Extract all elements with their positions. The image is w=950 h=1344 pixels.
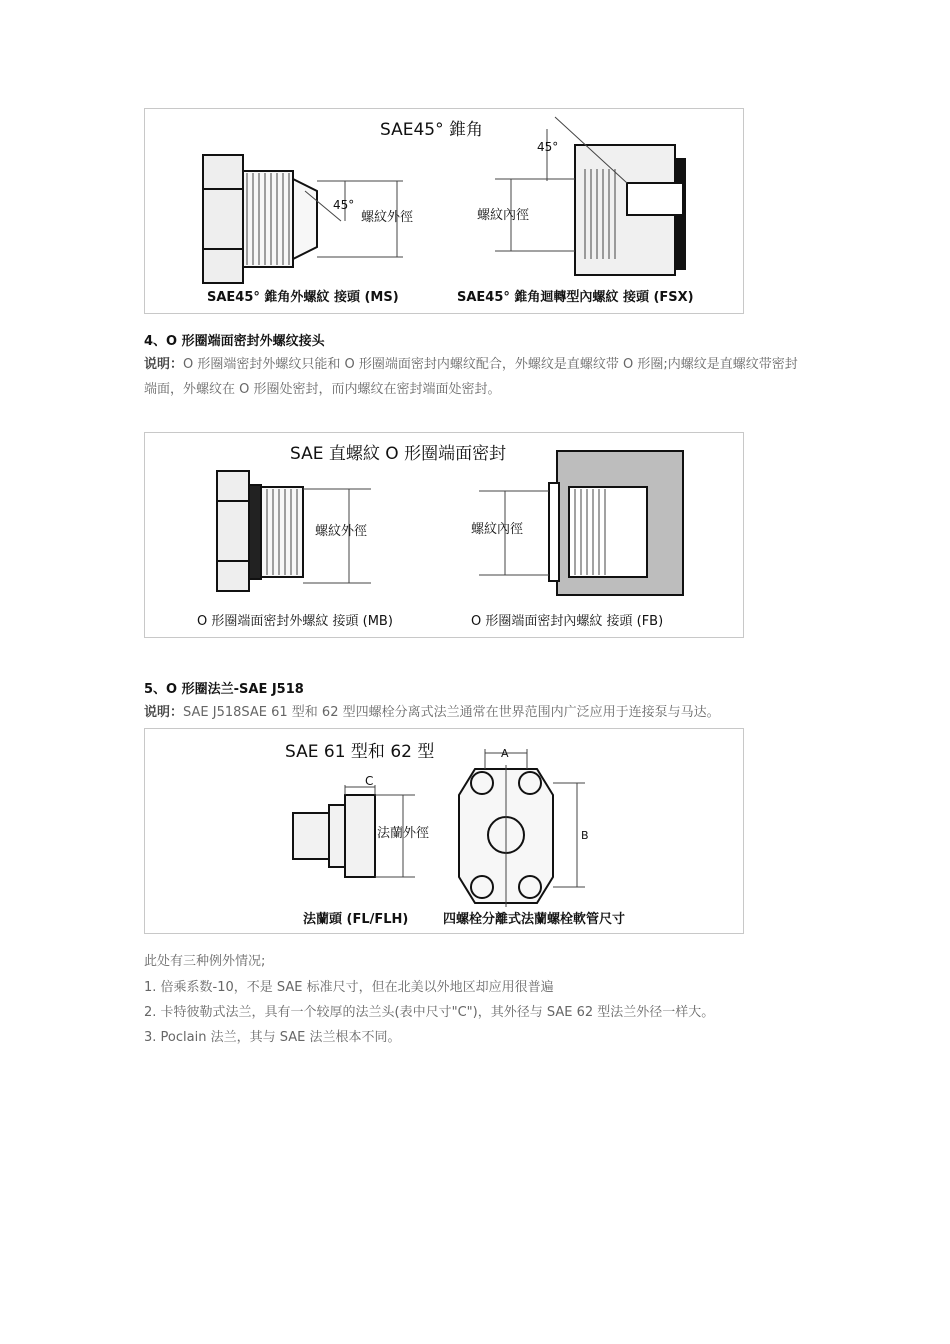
exception-item: 3. Poclain 法兰，其与 SAE 法兰根本不同。 xyxy=(144,1030,401,1045)
inner-diameter-label: 螺紋內徑 xyxy=(471,522,524,537)
figure-oring-face-seal xyxy=(144,432,744,638)
section-5-heading: 5、O 形圈法兰-SAE J518 xyxy=(144,682,304,697)
section-5-description xyxy=(144,700,806,725)
figure3-title: SAE 61 型和 62 型 xyxy=(285,742,435,762)
male-oring-fitting-drawing xyxy=(217,471,303,591)
sae45-diagram xyxy=(145,109,743,313)
exception-item: 1. 倍乘系数-10，不是 SAE 标准尺寸，但在北美以外地区却应用很普遍 xyxy=(144,980,554,995)
oring-face-seal-diagram xyxy=(145,433,743,637)
inner-diameter-label: 螺紋內徑 xyxy=(477,208,530,223)
exceptions-intro: 此处有三种例外情况; xyxy=(144,954,266,969)
caption-ms: SAE45° 錐角外螺紋 接頭 (MS) xyxy=(207,290,399,305)
dim-c-label: C xyxy=(365,774,374,788)
sae-flange-diagram xyxy=(145,729,743,933)
outer-diameter-label: 螺紋外徑 xyxy=(361,210,414,225)
section-4-heading: 4、O 形圈端面密封外螺纹接头 xyxy=(144,334,325,349)
figure1-title: SAE45° 錐角 xyxy=(380,120,484,140)
figure-sae-flange xyxy=(144,728,744,934)
caption-mb: O 形圈端面密封外螺紋 接頭 (MB) xyxy=(197,614,393,629)
caption-fl-flh: 法蘭頭 (FL/FLH) xyxy=(303,912,409,927)
flange-od-label: 法蘭外徑 xyxy=(377,826,430,841)
desc-text: SAE J518SAE 61 型和 62 型四螺栓分离式法兰通常在世界范围内广泛应用于连接泵与马达。 xyxy=(183,705,720,720)
outer-diameter-label: 螺紋外徑 xyxy=(315,524,368,539)
flange-head-drawing xyxy=(293,795,375,877)
section-4-description xyxy=(144,352,806,402)
desc-label: 说明： xyxy=(144,357,184,372)
figure2-title: SAE 直螺紋 O 形圈端面密封 xyxy=(290,444,507,464)
dim-a-label: A xyxy=(501,747,509,760)
desc-text: O 形圈端密封外螺纹只能和 O 形圈端面密封内螺纹配合，外螺纹是直螺纹带 O 形圈;内螺纹是直螺纹带密封端面，外螺纹在 O 形圈处密封，而内螺纹在密封端面处密封。 xyxy=(144,357,798,397)
caption-fb: O 形圈端面密封內螺紋 接頭 (FB) xyxy=(471,614,664,629)
caption-four-bolt: 四螺栓分離式法蘭螺栓軟管尺寸 xyxy=(443,912,626,927)
angle-label-left: 45° xyxy=(333,198,355,212)
male-45-fitting-drawing xyxy=(203,155,317,283)
angle-label-right: 45° xyxy=(537,140,559,154)
desc-label: 说明： xyxy=(144,705,184,720)
dim-b-label: B xyxy=(581,829,589,842)
female-oring-port-drawing xyxy=(549,451,683,595)
figure-sae45-flare xyxy=(144,108,744,314)
exception-item: 2. 卡特彼勒式法兰，具有一个较厚的法兰头(表中尺寸"C")，其外径与 SAE 62 型法兰外径一样大。 xyxy=(144,1005,715,1020)
caption-fsx: SAE45° 錐角迴轉型內螺紋 接頭 (FSX) xyxy=(457,290,694,305)
